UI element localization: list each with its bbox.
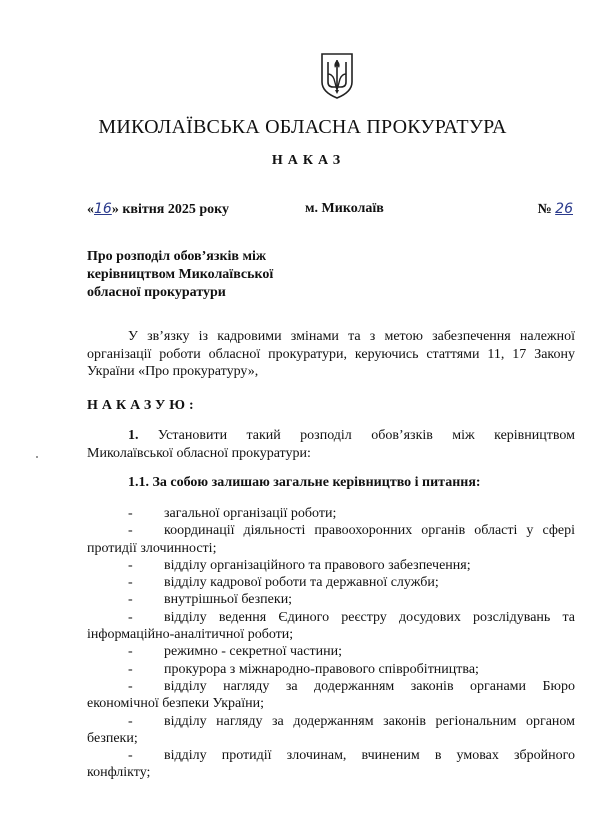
list-dash: - (128, 592, 133, 608)
list-item-text: відділу кадрової роботи та державної служби; (164, 575, 439, 591)
list-item-continuation: конфлікту; (87, 765, 151, 781)
list-item (87, 505, 575, 522)
list-item-text: внутрішньої безпеки; (164, 592, 293, 608)
trident-coat-of-arms-icon (320, 52, 354, 100)
list-item-text: відділу організаційного та правового забезпечення; (164, 557, 471, 573)
list-item (87, 609, 575, 644)
scan-speck (36, 456, 38, 458)
list-item-text: відділу ведення Єдиного реєстру досудових розслідувань та (164, 609, 575, 625)
list-dash: - (128, 644, 133, 660)
date-line (87, 201, 577, 221)
list-item (87, 643, 575, 660)
handwritten-number: 26 (555, 201, 573, 217)
point-1-line (87, 427, 575, 445)
list-dash: - (128, 713, 133, 729)
list-item (87, 713, 575, 748)
list-item (87, 557, 575, 574)
point-1-line: Миколаївської обласної прокуратури: (87, 445, 311, 461)
list-dash: - (128, 661, 133, 677)
document-subject (87, 248, 347, 302)
list-dash: - (128, 748, 133, 764)
list-item (87, 747, 575, 782)
list-item (87, 591, 575, 608)
list-item-continuation: безпеки; (87, 730, 138, 746)
list-item-continuation: протидії злочинності; (87, 540, 217, 556)
list-item-continuation: економічної безпеки України; (87, 696, 265, 712)
subject-line: Про розподіл обов’язків між (87, 249, 267, 264)
list-item-text: відділу протидії злочинам, вчиненим в умовах збройного (164, 748, 575, 764)
document-number (538, 201, 573, 218)
list-dash: - (128, 557, 133, 573)
list-item-text: загальної організації роботи; (164, 506, 337, 521)
number-prefix: № (537, 202, 556, 217)
document-date (87, 201, 229, 218)
list-item-text: координації діяльності правоохоронних органів області у сфері (164, 523, 575, 539)
subject-line: обласної прокуратури (87, 285, 226, 300)
document-type-title: НАКАЗ (271, 153, 346, 168)
list-dash: - (128, 575, 133, 591)
list-dash: - (128, 678, 133, 694)
point-1-1-heading: 1.1. За собою залишаю загальне керівництво і питання: (128, 475, 481, 490)
subject-line: керівництвом Миколаївської (87, 267, 274, 282)
list-dash: - (128, 523, 133, 539)
date-month-year: квітня 2025 року (118, 202, 230, 217)
intro-line: У зв’язку із кадровими змінами та з метою забезпечення належної (128, 329, 575, 344)
list-item (87, 661, 575, 678)
document-city: м. Миколаїв (305, 201, 384, 216)
intro-line: організації роботи обласної прокуратури, керуючись статтями 11, 17 Закону (87, 346, 575, 362)
point-1-paragraph (87, 427, 575, 462)
intro-paragraph (87, 328, 575, 381)
list-item (87, 522, 575, 557)
list-item-text: режимно - секретної частини; (164, 644, 342, 660)
organization-title: МИКОЛАЇВСЬКА ОБЛАСНА ПРОКУРАТУРА (98, 116, 507, 138)
handwritten-day: 16 (94, 201, 112, 217)
list-dash: - (128, 609, 133, 625)
list-item (87, 574, 575, 591)
point-1-text: Установити такий розподіл обов’язків між керівництвом (138, 428, 575, 443)
date-quote-open: « (87, 202, 94, 217)
list-item-text: відділу нагляду за додержанням законів регіональним органом (164, 713, 575, 729)
point-1-number: 1. (128, 428, 139, 443)
duties-list (87, 505, 575, 782)
list-item-continuation: інформаційно-аналітичної роботи; (87, 627, 294, 643)
order-word: НАКАЗУЮ: (87, 398, 198, 413)
list-dash: - (128, 506, 133, 521)
list-item-text: відділу нагляду за додержанням законів органами Бюро (164, 678, 575, 694)
list-item-text: прокурора з міжнародно-правового співробітництва; (164, 661, 479, 677)
list-item (87, 678, 575, 713)
date-quote-close: » (111, 202, 119, 217)
intro-line: України «Про прокуратуру», (87, 364, 259, 379)
